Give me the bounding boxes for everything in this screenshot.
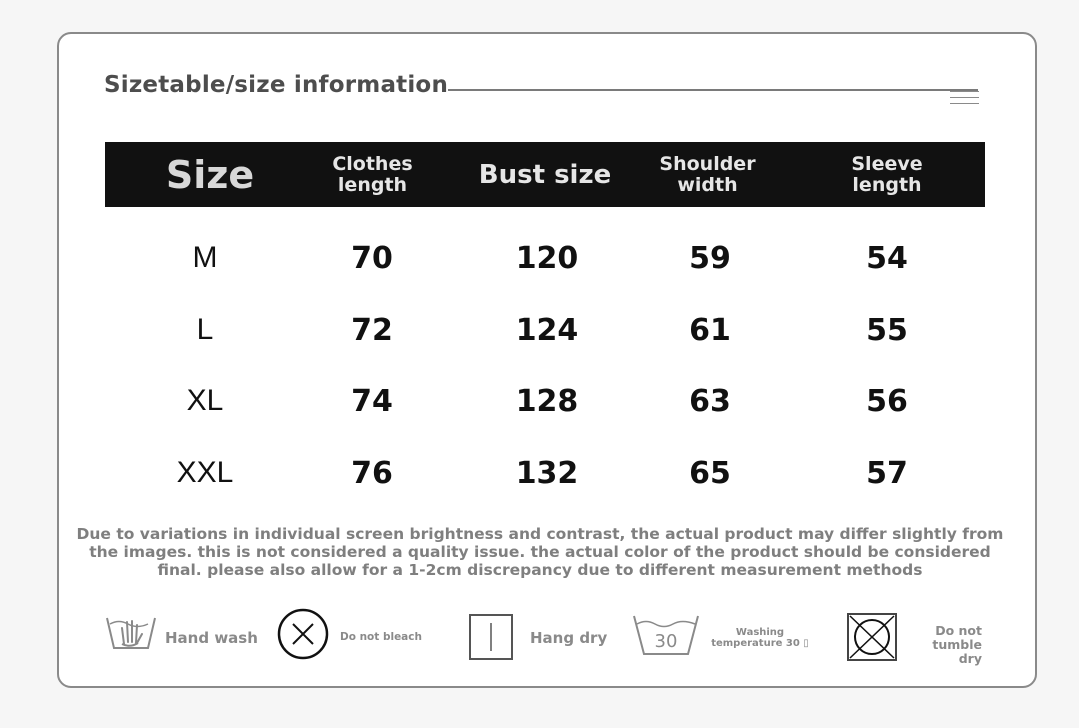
bust-size-cell: 120 — [515, 240, 579, 276]
disclaimer-note: Due to variations in individual screen brightness and contrast, the actual product may differ slightly from the images. this is not considered a quality issue. the actual color of the product should be considered final. please also allow for a 1-2cm discrepancy due to different measurement methods — [76, 525, 1004, 579]
bust-size-cell: 128 — [515, 383, 579, 419]
title-divider-mark — [950, 103, 979, 104]
size-cell: XL — [186, 384, 224, 417]
header-clothes-length: Clothes length — [332, 152, 413, 196]
shoulder-width-cell: 65 — [689, 455, 731, 491]
page-title: Sizetable/size information — [104, 72, 449, 98]
hand-wash-icon — [104, 608, 158, 656]
clothes-length-cell: 76 — [351, 455, 393, 491]
hand-wash-label: Hand wash — [165, 629, 258, 647]
temperature-value: 30 — [654, 631, 678, 652]
clothes-length-cell: 74 — [351, 383, 393, 419]
table-header — [105, 142, 985, 207]
do-not-bleach-icon — [276, 608, 330, 660]
sleeve-length-cell: 57 — [866, 455, 908, 491]
washing-temperature-icon — [632, 612, 700, 658]
do-not-bleach-label: Do not bleach — [340, 631, 422, 643]
size-cell: XXL — [176, 456, 234, 489]
do-not-tumble-dry-label: Do not tumble dry — [932, 623, 982, 666]
hang-dry-label: Hang dry — [530, 629, 608, 647]
bust-size-cell: 132 — [515, 455, 579, 491]
bust-size-cell: 124 — [515, 312, 579, 348]
table-row — [0, 376, 1079, 426]
sleeve-length-cell: 55 — [866, 312, 908, 348]
header-bust-size: Bust size — [478, 159, 612, 190]
size-chart-card — [57, 32, 1037, 688]
title-divider-mark — [950, 91, 979, 92]
shoulder-width-cell: 59 — [689, 240, 731, 276]
shoulder-width-cell: 61 — [689, 312, 731, 348]
sleeve-length-cell: 56 — [866, 383, 908, 419]
title-divider-mark — [950, 97, 979, 98]
washing-temperature-label: Washing temperature 30 ▯ — [711, 627, 809, 649]
header-sleeve-length: Sleeve length — [851, 152, 923, 196]
table-row — [0, 305, 1079, 355]
table-row — [0, 448, 1079, 498]
shoulder-width-cell: 63 — [689, 383, 731, 419]
header-shoulder-width: Shoulder width — [659, 152, 756, 196]
clothes-length-cell: 72 — [351, 312, 393, 348]
size-cell: M — [192, 241, 218, 274]
table-row — [0, 233, 1079, 283]
do-not-tumble-dry-icon — [846, 612, 898, 662]
title-divider — [448, 89, 978, 91]
clothes-length-cell: 70 — [351, 240, 393, 276]
size-cell: L — [196, 313, 214, 346]
header-size: Size — [165, 152, 255, 197]
sleeve-length-cell: 54 — [866, 240, 908, 276]
hang-dry-icon — [468, 613, 514, 661]
